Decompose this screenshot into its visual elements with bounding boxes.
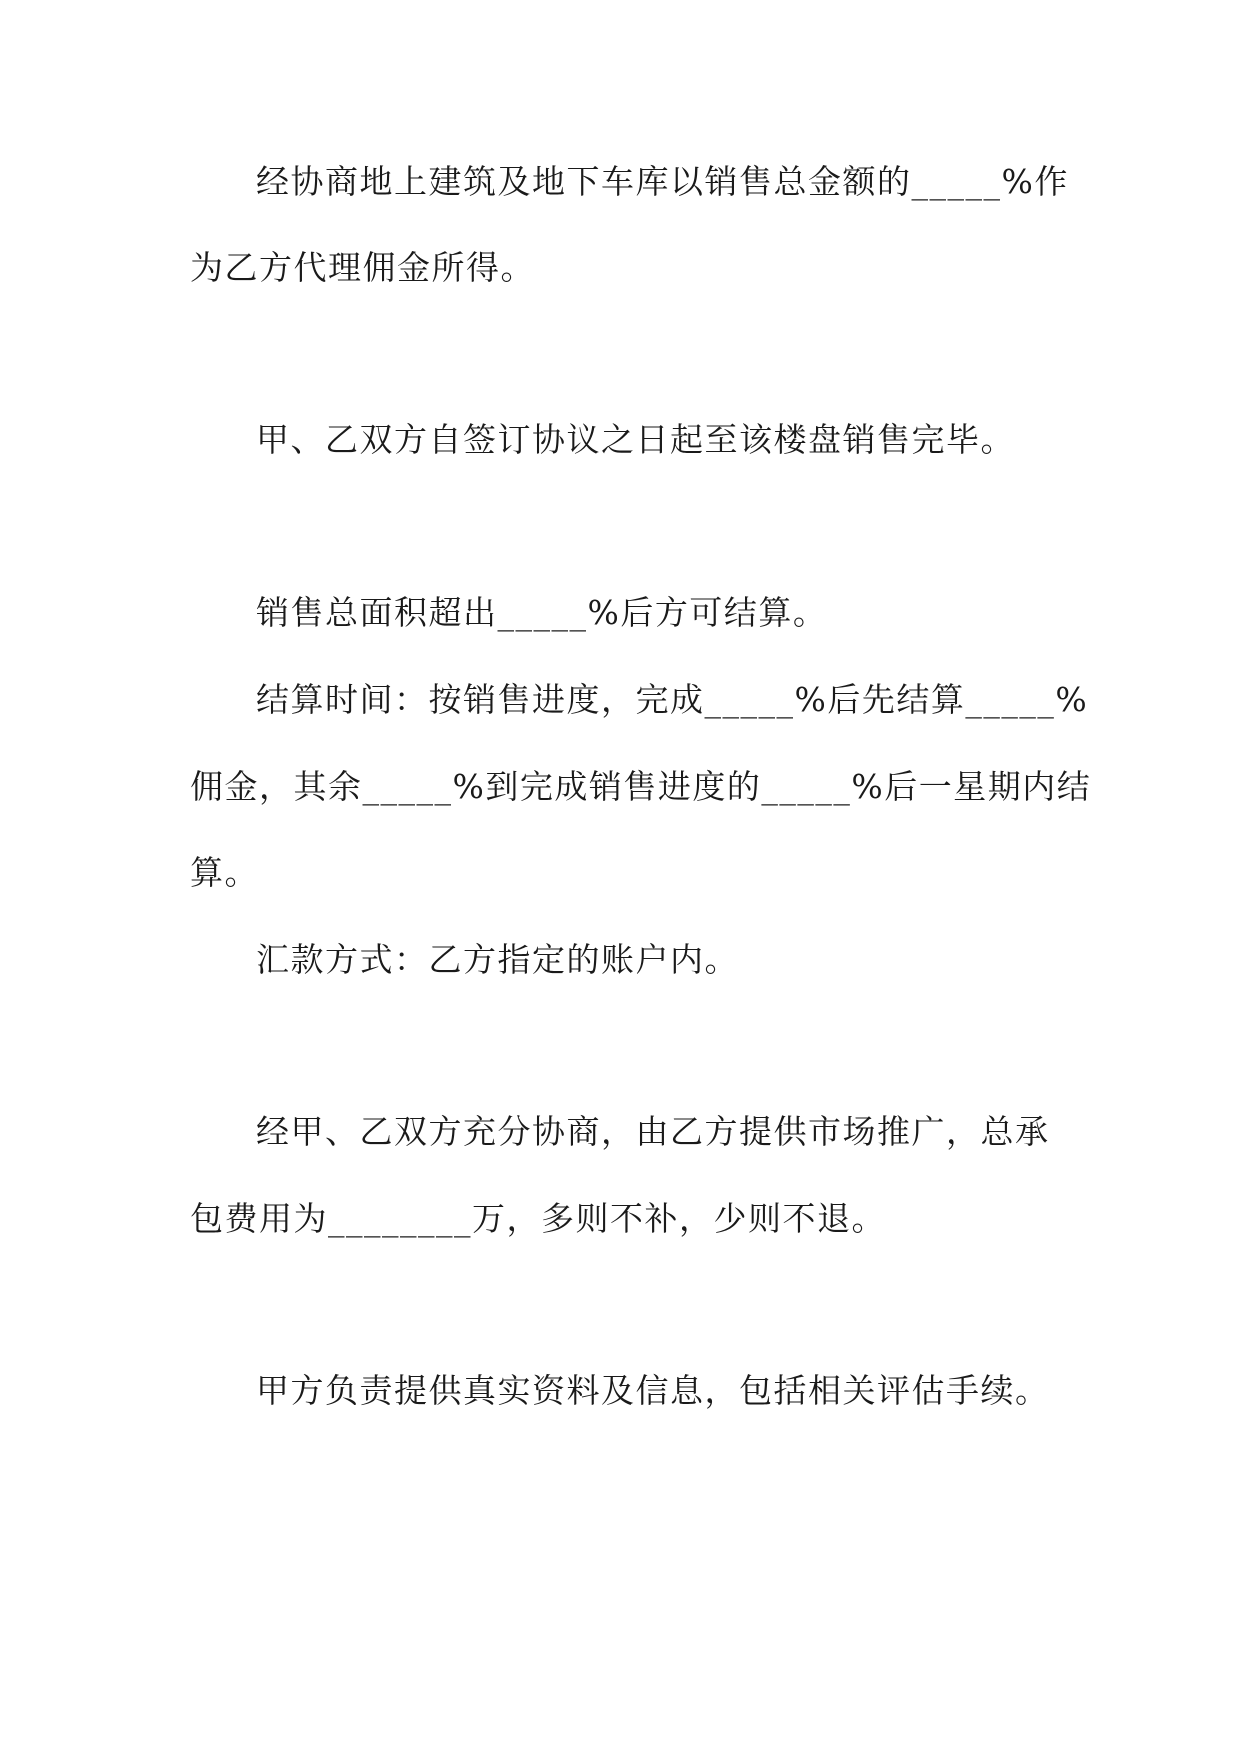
settlement-threshold-line-1: 销售总面积超出_____%后方可结算。 [256,593,828,632]
payment-method-line-1: 汇款方式：乙方指定的账户内。 [256,940,739,979]
settlement-time-line-2: 佣金，其余_____%到完成销售进度的_____%后一星期内结 [190,767,1092,806]
term-clause-line-1: 甲、乙双方自签订协议之日起至该楼盘销售完毕。 [256,420,1015,459]
settlement-time-line-1: 结算时间：按销售进度，完成_____%后先结算_____% [256,680,1089,719]
commission-clause-line-1: 经协商地上建筑及地下车库以销售总金额的_____%作 [256,162,1069,201]
settlement-time-line-3: 算。 [190,853,259,892]
party-a-duty-line-1: 甲方负责提供真实资料及信息，包括相关评估手续。 [256,1371,1050,1410]
promotion-fee-line-1: 经甲、乙双方充分协商，由乙方提供市场推广，总承 [256,1112,1050,1151]
promotion-fee-line-2: 包费用为________万，多则不补，少则不退。 [190,1199,886,1238]
commission-clause-line-2: 为乙方代理佣金所得。 [190,248,535,287]
